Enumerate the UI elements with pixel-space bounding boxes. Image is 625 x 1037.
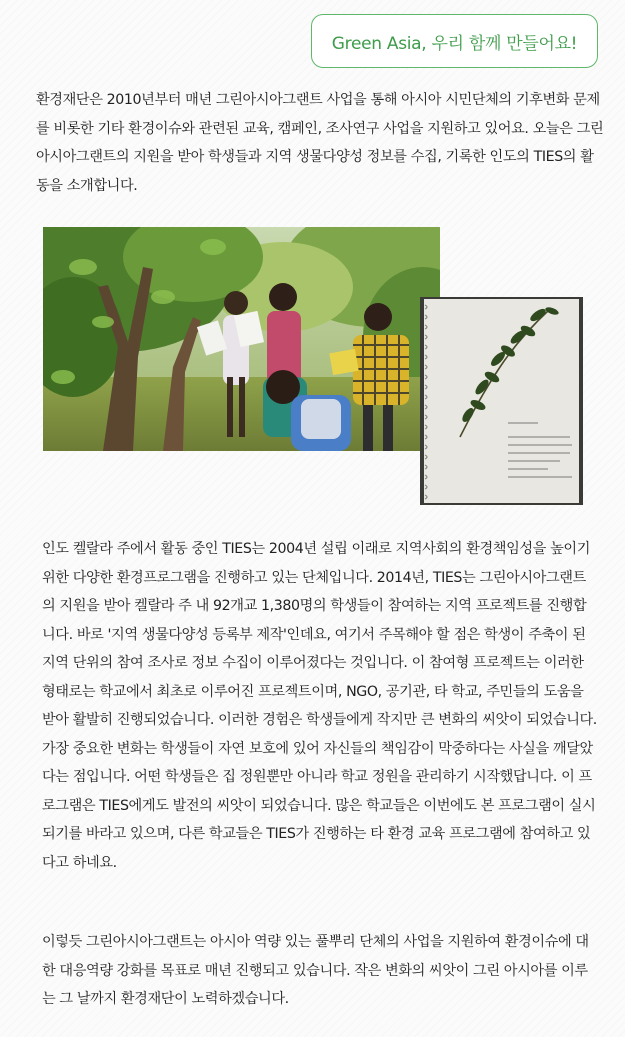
badge-text: Green Asia, 우리 함께 만들어요!	[331, 33, 578, 54]
intro-paragraph: 환경재단은 2010년부터 매년 그린아시아그랜트 사업을 통해 아시아 시민단체의 기후변화 문제를 비롯한 기타 환경이슈와 관련된 교육, 캠페인, 조사연구 사업을 지원하고 있어요. 오늘은 그린아시아그랜트의 지원을 받아 학생들과 지역 생물다양성 정보를 수집, 기록한 인도의 TIES의 활동을 소개합니다.	[36, 92, 604, 194]
students-forest-photo	[43, 227, 440, 451]
notebook-illustration	[420, 297, 583, 505]
closing-paragraph: 이렇듯 그린아시아그랜트는 아시아 역량 있는 풀뿌리 단체의 사업을 지원하여 환경이슈에 대한 대응역량 강화를 목표로 매년 진행되고 있습니다. 작은 변화의 씨앗이 그린 아시아를 이루는 그 날까지 환경재단이 노력하겠습니다.	[42, 934, 589, 1007]
plant-specimen-notebook-photo	[420, 297, 583, 505]
green-asia-badge	[311, 14, 598, 68]
students-forest-illustration	[43, 227, 440, 451]
body-paragraph-ties: 인도 켈랄라 주에서 활동 중인 TIES는 2004년 설립 이래로 지역사회의 환경책임성을 높이기 위한 다양한 환경프로그램을 진행하고 있는 단체입니다. 2014년, TIES는 그린아시아그랜트의 지원을 받아 켈랄라 주 내 92개교 1,380명의 학생들이 참여하는 지역 프로젝트를 진행합니다. 바로 '지역 생물다양성 등록부 제작'인데요, 여기서 주목해야 할 점은 학생이 주축이 된 지역 단위의 참여 조사로 정보 수집이 이루어졌다는 것입니다. 이 참여형 프로젝트는 이러한 형태로는 학교에서 최초로 이루어진 프로젝트이며, NGO, 공기관, 타 학교, 주민들의 도움을 받아 활발히 진행되었습니다. 이러한 경험은 학생들에게 작지만 큰 변화의 씨앗이 되었습니다. 가장 중요한 변화는 학생들이 자연 보호에 있어 자신들의 책임감이 막중하다는 사실을 깨달았다는 점입니다. 어떤 학생들은 집 정원뿐만 아니라 학교 정원을 관리하기 시작했답니다. 이 프로그램은 TIES에게도 발전의 씨앗이 되었습니다. 많은 학교들은 이번에도 본 프로그램이 실시되기를 바라고 있으며, 다른 학교들은 TIES가 진행하는 타 환경 교육 프로그램에 참여하고 있다고 하네요.	[42, 541, 597, 871]
